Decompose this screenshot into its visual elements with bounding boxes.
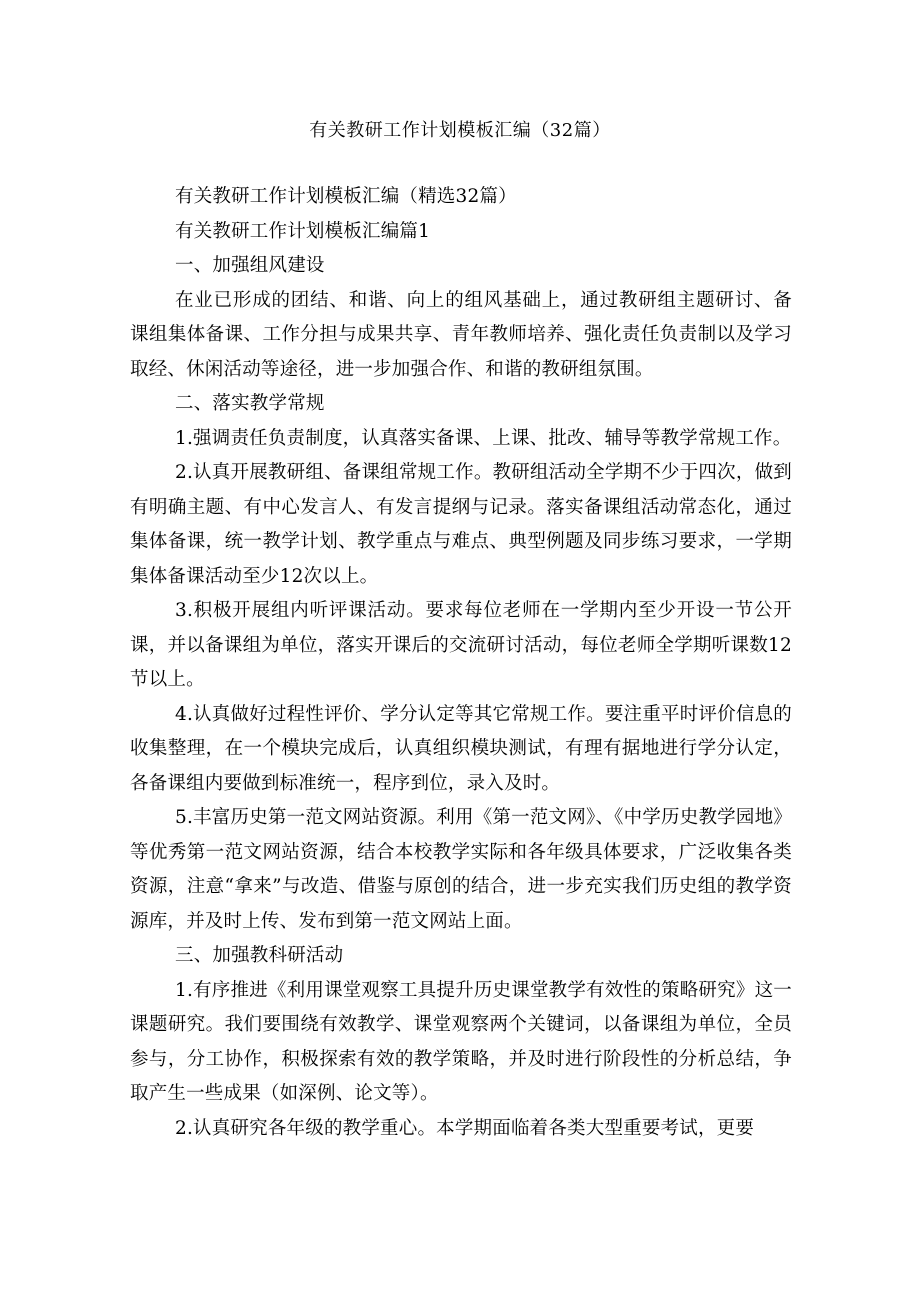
list-item-paragraph: 3.积极开展组内听评课活动。要求每位老师在一学期内至少开设一节公开课，并以备课组为单位，落实开课后的交流研讨活动，每位老师全学期听课数12节以上。 — [130, 600, 792, 690]
list-item-paragraph: 2.认真开展教研组、备课组常规工作。教研组活动全学期不少于四次，做到有明确主题、有中心发言人、有发言提纲与记录。落实备课组活动常态化，通过集体备课，统一教学计划、教学重点与难点、典型例题及同步练习要求，一学期集体备课活动至少12次以上。 — [130, 462, 792, 587]
body-paragraph: 在业已形成的团结、和谐、向上的组风基础上，通过教研组主题研讨、备课组集体备课、工作分担与成果共享、青年教师培养、强化责任负责制以及学习取经、休闲活动等途径，进一步加强合作、和谐的教研组氛围。 — [130, 289, 792, 380]
document-body — [130, 180, 792, 1146]
heading-research: 三、加强教科研活动 — [175, 945, 344, 966]
heading-organization: 一、加强组风建设 — [175, 255, 325, 276]
subtitle-paragraph: 有关教研工作计划模板汇编（精选32篇） — [175, 186, 517, 207]
list-item-paragraph: 5.丰富历史第一范文网站资源。利用《第一范文网》、《中学历史教学园地》等优秀第一范文网站资源，结合本校教学实际和各年级具体要求，广泛收集各类资源，注意“拿来”与改造、借鉴与原创的结合，进一步充实我们历史组的教学资源库，并及时上传、发布到第一范文网站上面。 — [130, 807, 792, 932]
heading-teaching-routine: 二、落实教学常规 — [175, 393, 325, 414]
list-item-paragraph: 1.有序推进《利用课堂观察工具提升历史课堂教学有效性的策略研究》这一课题研究。我们要围绕有效教学、课堂观察两个关键词，以备课组为单位，全员参与，分工协作，积极探索有效的教学策略，并及时进行阶段性的分析总结，争取产生一些成果（如深例、论文等）。 — [130, 979, 792, 1104]
list-item-paragraph: 4.认真做好过程性评价、学分认定等其它常规工作。要注重平时评价信息的收集整理，在一个模块完成后，认真组织模块测试，有理有据地进行学分认定，各备课组内要做到标准统一，程序到位，录入及时。 — [130, 703, 792, 794]
section-label-paragraph: 有关教研工作计划模板汇编篇1 — [175, 220, 431, 242]
document-title: 有关教研工作计划模板汇编（32篇） — [309, 120, 611, 141]
list-item-paragraph: 2.认真研究各年级的教学重心。本学期面临着各类大型重要考试，更要 — [175, 1117, 755, 1139]
list-item-paragraph: 1.强调责任负责制度，认真落实备课、上课、批改、辅导等教学常规工作。 — [175, 427, 792, 449]
